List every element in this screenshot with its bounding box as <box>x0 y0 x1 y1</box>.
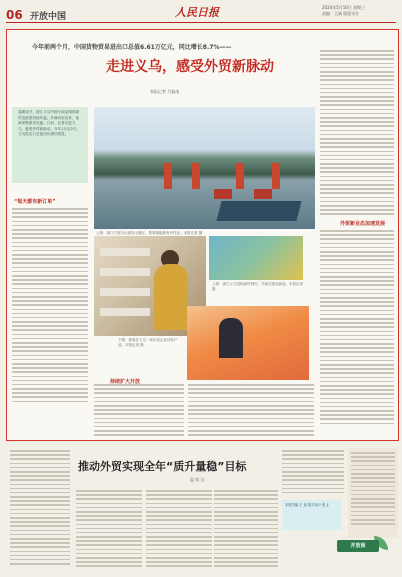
issue-date: 2024年5月10日 星期三 <box>322 5 366 10</box>
body-column-center-right <box>188 384 314 438</box>
note-text: 本版责编 王 斌 版式设计 张玉 <box>285 503 329 507</box>
bottom-column-4 <box>214 490 278 570</box>
article-headline: 走进义乌，感受外贸新脉动 <box>106 59 274 75</box>
subhead-new-forms: 外贸新业态加速发展 <box>340 221 386 227</box>
bottom-column-2 <box>76 490 142 570</box>
sidebar-text-lines <box>351 452 395 527</box>
body-column-right-top <box>320 50 394 218</box>
slide-photo <box>187 306 309 380</box>
editor-credits: 责编：王斌 版面设计 <box>322 11 360 16</box>
article-byline: 本报记者 吕振南 <box>150 89 180 94</box>
bottom-column-1 <box>10 450 70 567</box>
body-column-center-left <box>94 384 184 438</box>
bottom-byline: 温 家 宝 <box>190 477 205 482</box>
port-photo-caption: 上图：浙江宁波舟山港穿山港区，集装箱船舶有序作业。本报记者 摄 <box>96 231 203 235</box>
bottom-column-5 <box>282 450 344 496</box>
article-kicker: 今年前两个月，中国货物贸易进出口总值6.61万亿元，同比增长8.7%—— <box>32 44 232 51</box>
subhead-open-up: 持续扩大开放 <box>110 379 141 385</box>
slide-photo-caption: 下图：游客在义乌一家玩具企业体验产品。本报记者 摄 <box>118 338 178 347</box>
toy-photo <box>209 236 303 280</box>
body-column-left <box>12 208 88 405</box>
page-header <box>0 0 402 28</box>
subhead-new-orders: “每天都有新订单” <box>14 199 56 205</box>
page-number: 06 <box>6 8 23 22</box>
section-name: 开放中国 <box>30 12 67 22</box>
header-rule <box>6 22 396 23</box>
port-photo <box>94 107 315 229</box>
bottom-headline: 推动外贸实现全年“质升量稳”目标 <box>78 460 247 473</box>
column-ribbon: 开放谈 <box>337 540 379 552</box>
masthead-logo: 人民日报 <box>175 6 219 19</box>
body-column-right-bottom <box>320 230 394 427</box>
bottom-column-3 <box>146 490 212 570</box>
lead-paragraph: 春暖花开，浙江义乌中国小商品城的商贸活跃度持续升温。外商纷至沓来，客商采购需求旺盛。日前，记者走进义乌，感受外贸新脉动。今年1月至2月，义乌进出口总值同比增长明显。 <box>18 110 81 136</box>
market-photo-caption: 上图：浙江义乌国际商贸城内，外商在挑选商品。本报记者 摄 <box>212 282 303 291</box>
